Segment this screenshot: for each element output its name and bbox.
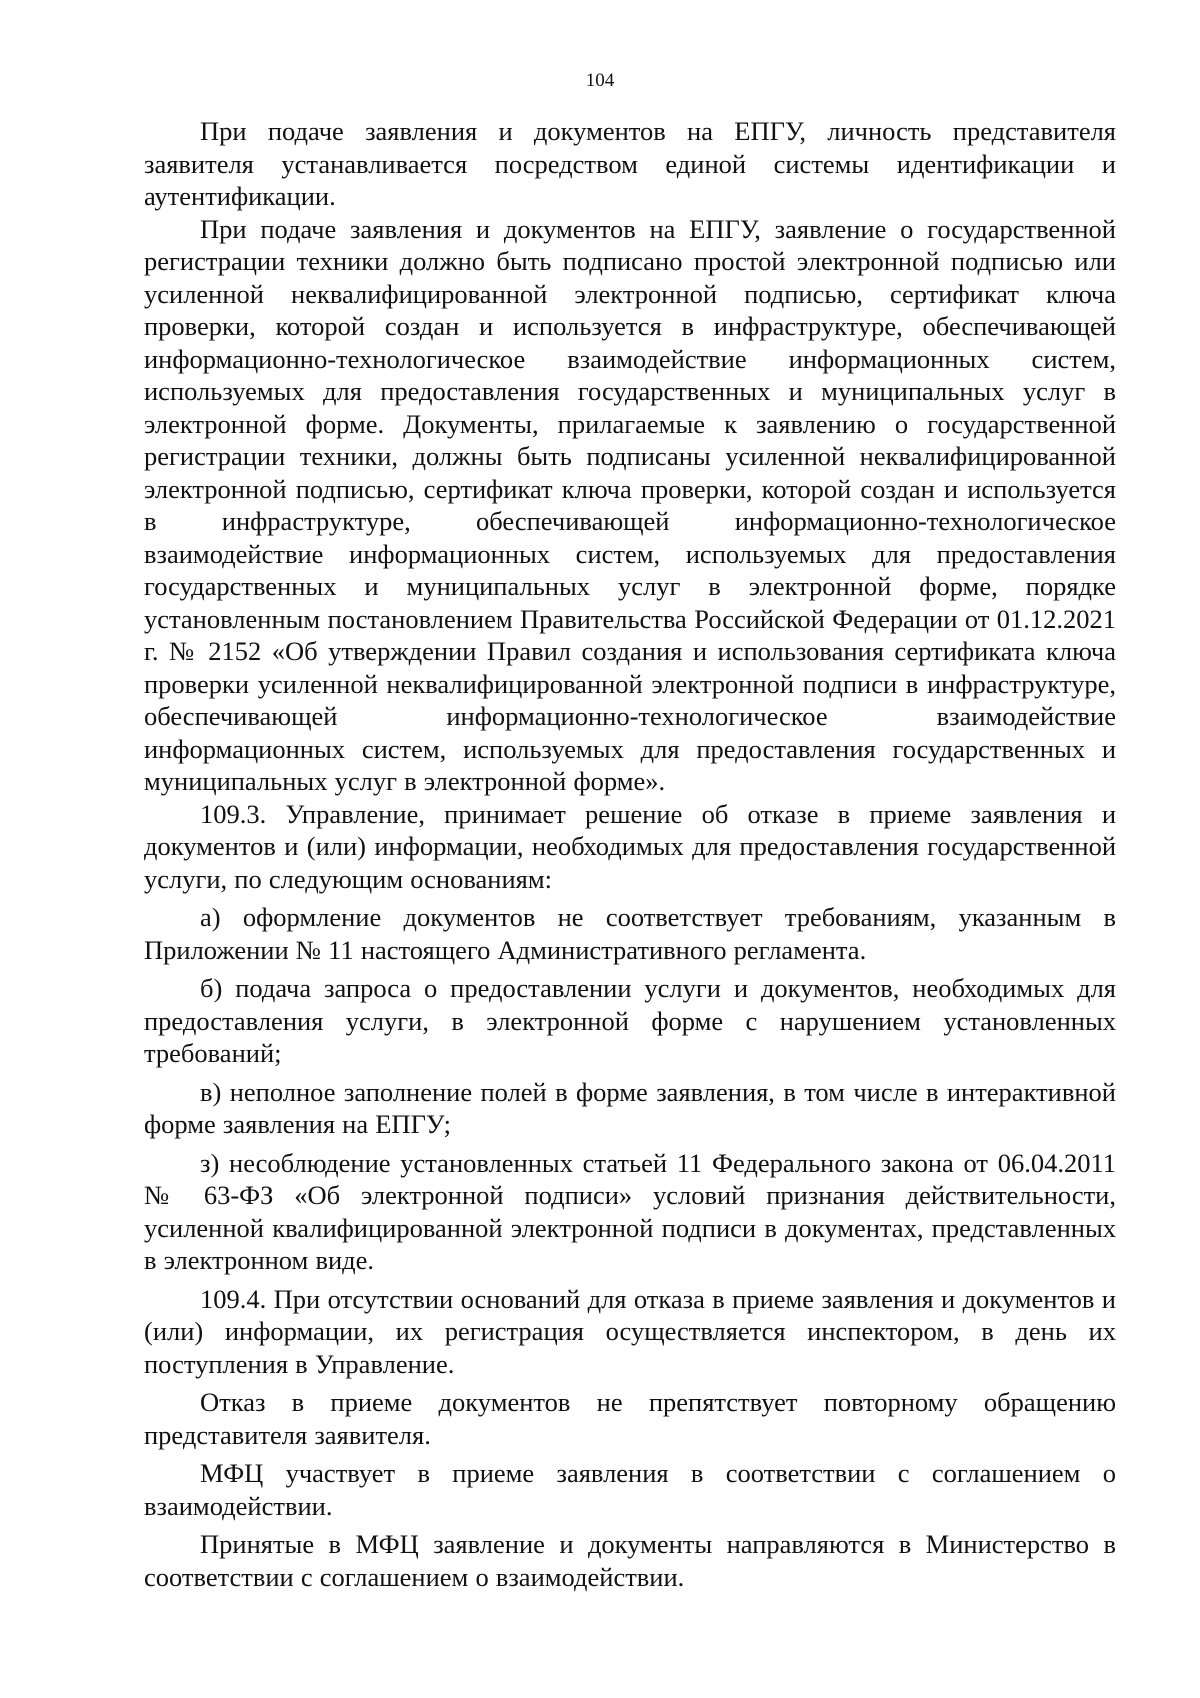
paragraph-refusal: Отказ в приеме документов не препятствует повторному обращению представителя заявителя.: [144, 1387, 1116, 1450]
paragraph-signature-requirements: При подаче заявления и документов на ЕПГУ, заявление о государственной регистрации техники должно быть подписано простой электронной подписью или усиленной неквалифицированной электронной подписью, сертификат ключа проверки, которой создан и используется в инфраструктуре, обеспечивающей информационно-технологическое взаимодействие информационных систем, используемых для предоставления государственных и муниципальных услуг в электронной форме. Документы, прилагаемые к заявлению о государственной регистрации техники, должны быть подписаны усиленной неквалифицированной электронной подписью, сертификат ключа проверки, которой создан и используется в инфраструктуре, обеспечивающей информационно-технологическое взаимодействие информационных систем, используемых для предоставления государственных и муниципальных услуг в электронной форме, порядке установленным постановлением Правительства Российской Федерации от 01.12.2021 г. № 2152 «Об утверждении Правил создания и использования сертификата ключа проверки усиленной неквалифицированной электронной подписи в инфраструктуре, обеспечивающей информационно-технологическое взаимодействие информационных систем, используемых для предоставления государственных и муниципальных услуг в электронной форме».: [144, 213, 1116, 796]
paragraph-identity: При подаче заявления и документов на ЕПГУ, личность представителя заявителя устанавливается посредством единой системы идентификации и аутентификации.: [144, 116, 1116, 211]
paragraph-item-b: б) подача запроса о предоставлении услуги и документов, необходимых для предоставления услуги, в электронной форме с нарушением установленных требований;: [144, 973, 1116, 1068]
paragraph-item-z: з) несоблюдение установленных статьей 11 Федерального закона от 06.04.2011 № 63-ФЗ «Об электронной подписи» условий признания действительности, усиленной квалифицированной электронной подписи в документах, представленных в электронном виде.: [144, 1147, 1116, 1275]
paragraph-mfc-participation: МФЦ участвует в приеме заявления в соответствии с соглашением о взаимодействии.: [144, 1458, 1116, 1521]
paragraph-mfc-forwarding: Принятые в МФЦ заявление и документы направляются в Министерство в соответствии с соглашением о взаимодействии.: [144, 1529, 1116, 1592]
document-body: [144, 115, 1116, 1593]
paragraph-item-a: а) оформление документов не соответствует требованиям, указанным в Приложении № 11 настоящего Административного регламента.: [144, 902, 1116, 965]
paragraph-109-3: 109.3. Управление, принимает решение об отказе в приеме заявления и документов и (или) информации, необходимых для предоставления государственной услуги, по следующим основаниям:: [144, 798, 1116, 894]
page-number: 104: [585, 70, 615, 91]
paragraph-109-4: 109.4. При отсутствии оснований для отказа в приеме заявления и документов и (или) информации, их регистрация осуществляется инспектором, в день их поступления в Управление.: [144, 1283, 1116, 1379]
paragraph-item-v: в) неполное заполнение полей в форме заявления, в том числе в интерактивной форме заявления на ЕПГУ;: [144, 1076, 1116, 1139]
